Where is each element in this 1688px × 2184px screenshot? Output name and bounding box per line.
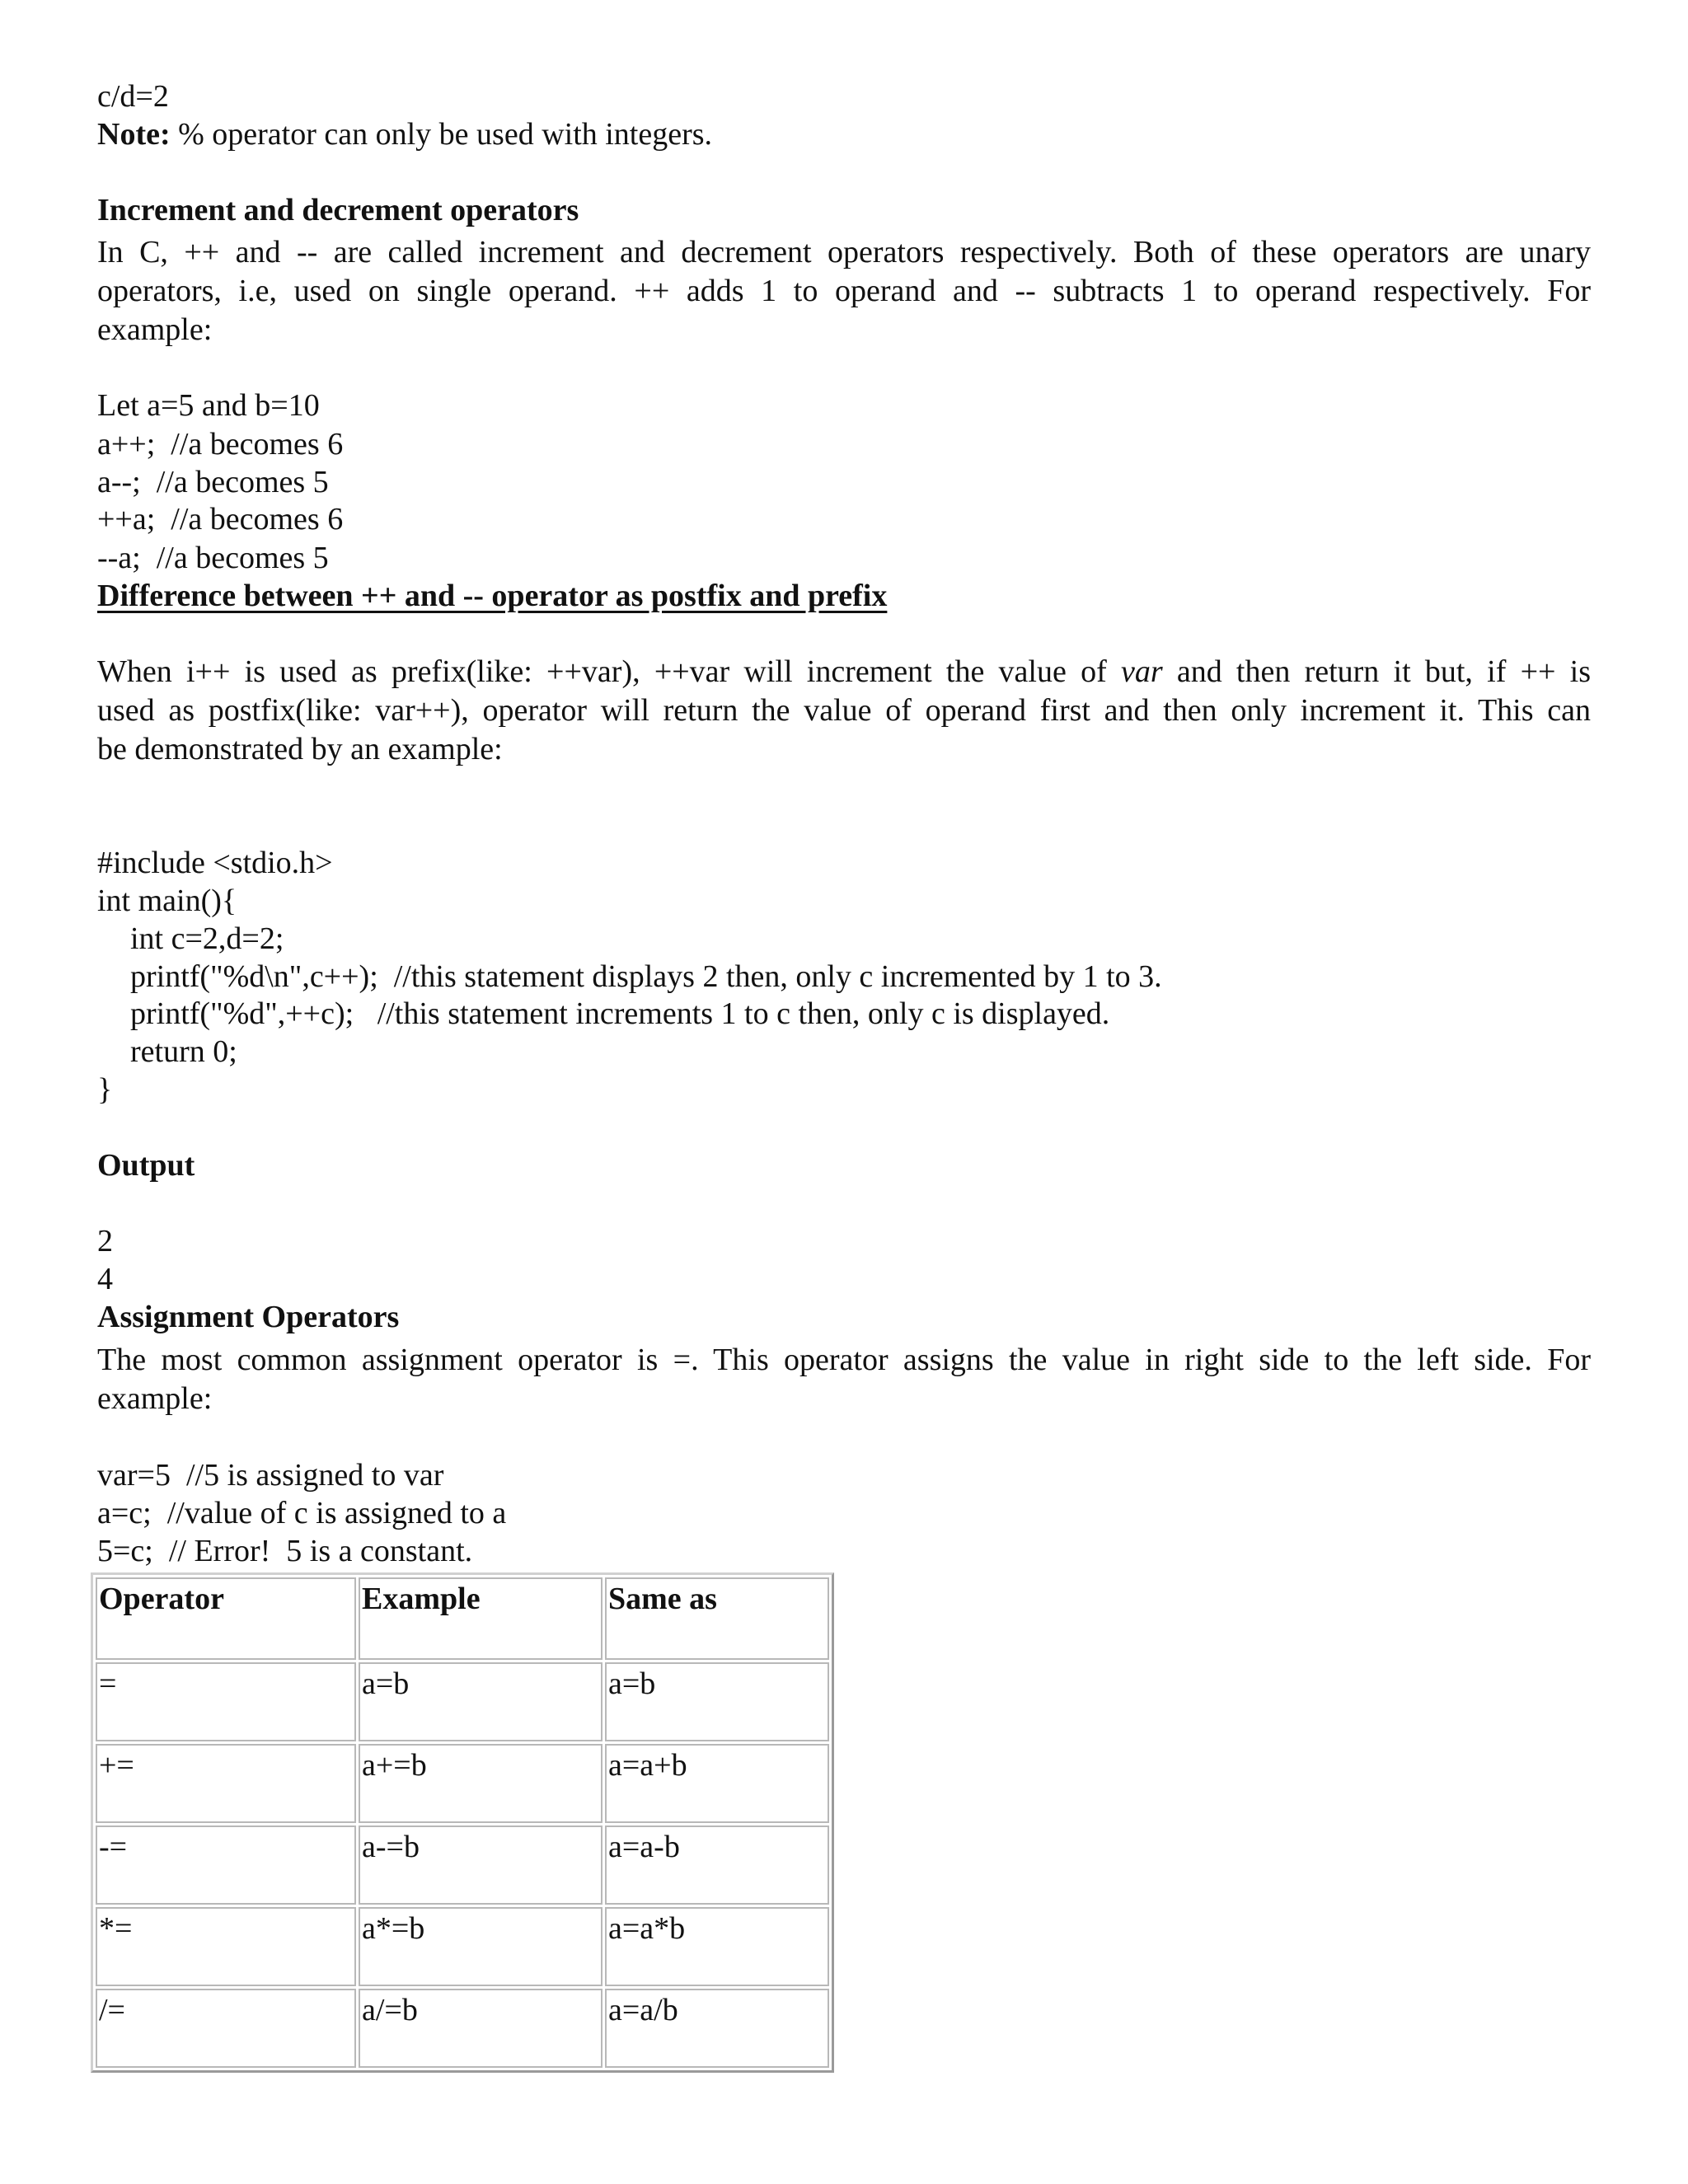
table-cell: -= [96,1825,356,1905]
note-line [97,115,712,153]
table-cell: a=a+b [605,1744,829,1823]
example-line: Let a=5 and b=10 [97,388,320,423]
increment-paragraph [97,233,1591,349]
difference-para-line1-a: When i++ is used as prefix(like: ++var), ++var will increment the value of [97,654,1121,689]
example-line: ++a; //a becomes 6 [97,502,344,537]
table-row [96,1825,829,1905]
difference-para-line1-b: and then return it but, if ++ is [1162,654,1591,689]
assignment-paragraph [97,1341,1591,1418]
section-heading-difference: Difference between ++ and -- operator as postfix and prefix [97,579,888,613]
table-cell: a=a*b [605,1907,829,1986]
example-line: a--; //a becomes 5 [97,465,329,499]
assignment-para-line2: example: [97,1381,213,1416]
assignment-operators-table [91,1572,834,2073]
output-value: 4 [97,1262,113,1296]
assignment-example-line: a=c; //value of c is assigned to a [97,1496,507,1530]
code-line: printf("%d\n",c++); //this statement displays 2 then, only c incremented by 1 to 3. [130,959,1162,994]
table-cell: a=a/b [605,1989,829,2068]
cd-result-line: c/d=2 [97,79,169,114]
code-line: printf("%d",++c); //this statement increments 1 to c then, only c is displayed. [130,996,1110,1031]
example-line: a++; //a becomes 6 [97,427,344,462]
difference-paragraph [97,653,1591,769]
section-heading-increment: Increment and decrement operators [97,193,579,227]
table-header-cell: Operator [96,1577,356,1660]
note-text: % operator can only be used with integers. [170,117,713,152]
table-cell: *= [96,1907,356,1986]
table-cell: a+=b [359,1744,603,1823]
assignment-example-line: 5=c; // Error! 5 is a constant. [97,1534,473,1568]
difference-para-line1 [97,653,1591,691]
increment-para-line2: operators, i.e, used on single operand. ++ adds 1 to operand and -- subtracts 1 to operand respectively. For [97,274,1591,308]
table-cell: += [96,1744,356,1823]
assignment-example-line: var=5 //5 is assigned to var [97,1458,444,1493]
table-row [96,1662,829,1741]
table-row [96,1744,829,1823]
table-cell: /= [96,1989,356,2068]
table-header-row [96,1577,829,1660]
table-cell: a/=b [359,1989,603,2068]
table-header-cell: Example [359,1577,603,1660]
section-heading-assignment: Assignment Operators [97,1300,400,1334]
table-cell: a=b [605,1662,829,1741]
example-line: --a; //a becomes 5 [97,541,329,575]
difference-para-line2: used as postfix(like: var++), operator will return the value of operand first and then only increment it. This can [97,693,1591,728]
difference-para-line3: be demonstrated by an example: [97,732,503,766]
var-italic: var [1120,654,1163,689]
table-row [96,1989,829,2068]
table-cell: = [96,1662,356,1741]
code-line: return 0; [130,1034,237,1069]
table-cell: a=a-b [605,1825,829,1905]
output-heading: Output [97,1148,195,1183]
code-line: int main(){ [97,883,237,918]
table-cell: a-=b [359,1825,603,1905]
table-cell: a=b [359,1662,603,1741]
assignment-para-line1: The most common assignment operator is =. This operator assigns the value in right side to the left side. For [97,1343,1591,1377]
table-row [96,1907,829,1986]
code-line: #include <stdio.h> [97,846,333,880]
note-label: Note: [97,117,171,152]
code-line: } [97,1072,113,1107]
table-cell: a*=b [359,1907,603,1986]
code-line: int c=2,d=2; [130,921,284,956]
increment-para-line3: example: [97,312,213,347]
table-header-cell: Same as [605,1577,829,1660]
increment-para-line1: In C, ++ and -- are called increment and decrement operators respectively. Both of these operators are unary [97,235,1591,269]
output-value: 2 [97,1224,113,1258]
